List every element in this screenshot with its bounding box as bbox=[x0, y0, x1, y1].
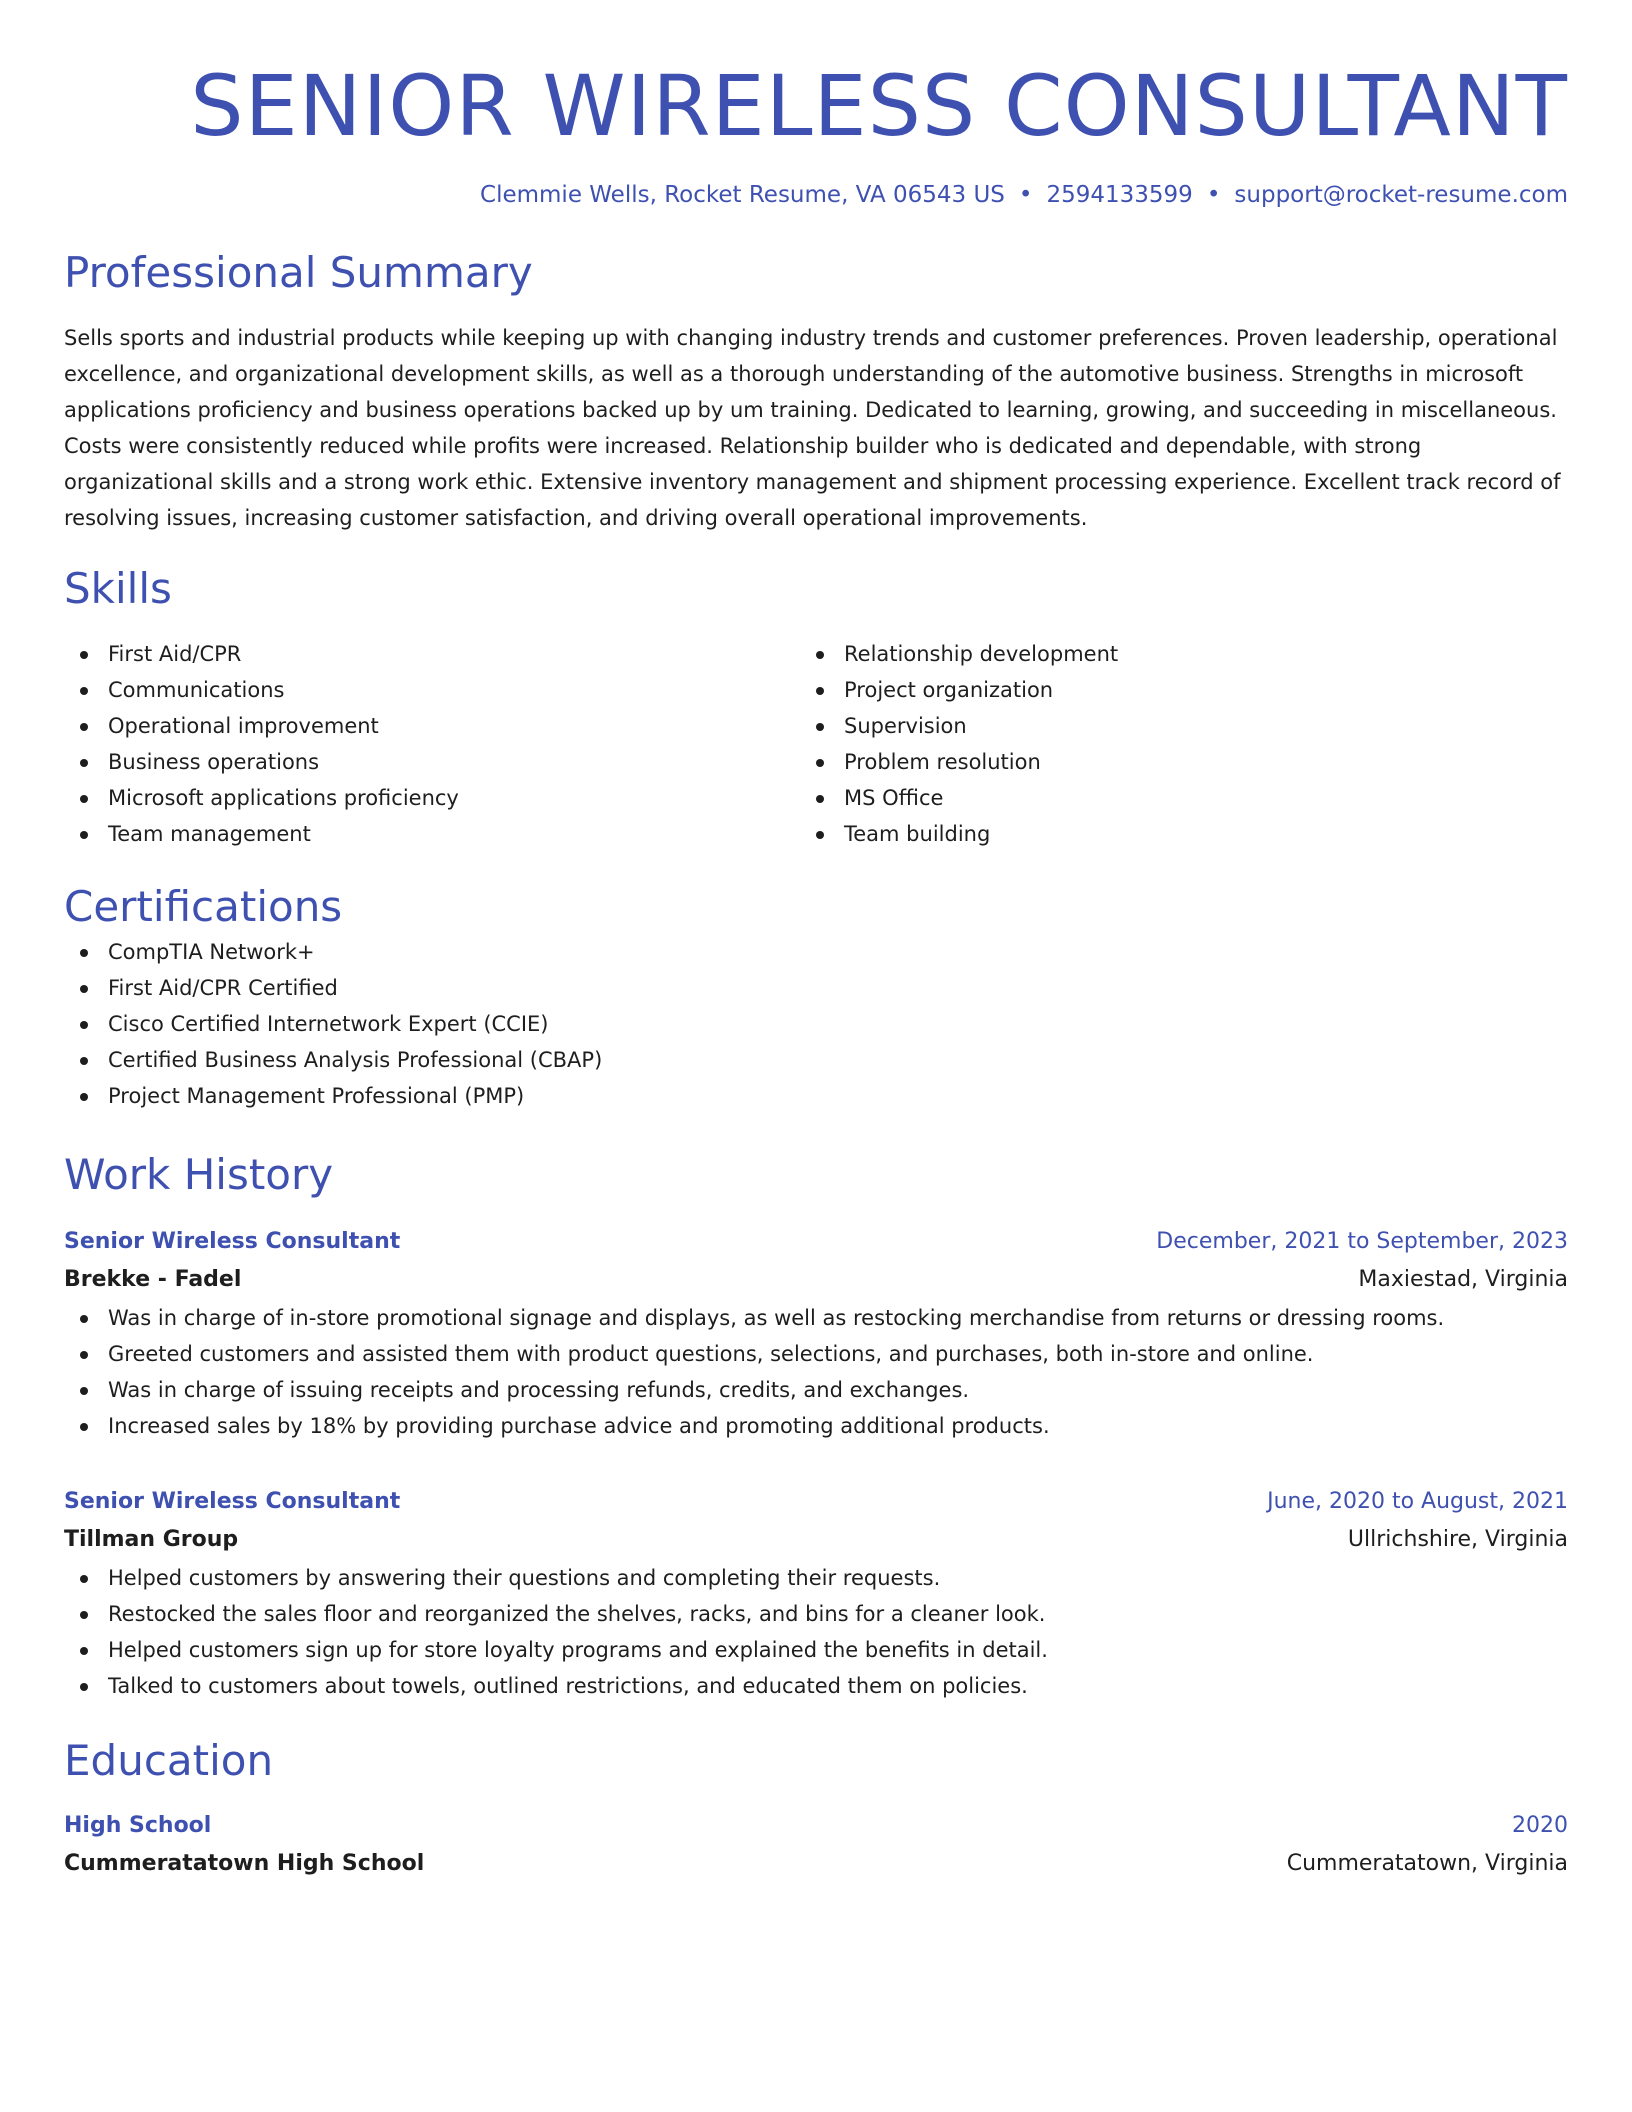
job-role: Senior Wireless Consultant bbox=[64, 1229, 401, 1254]
education-header-row bbox=[64, 1808, 1568, 1844]
job-duty: Talked to customers about towels, outlined restrictions, and educated them on policies. bbox=[64, 1668, 1568, 1704]
skill-item: Supervision bbox=[800, 708, 1536, 744]
skills-column-right bbox=[800, 636, 1536, 852]
resume-title: SENIOR WIRELESS CONSULTANT bbox=[190, 57, 1568, 155]
education-entry bbox=[64, 1808, 1568, 1884]
job-location: Ullrichshire, Virginia bbox=[1347, 1527, 1568, 1552]
contact-separator: • bbox=[1206, 182, 1221, 208]
summary-section bbox=[64, 246, 1568, 536]
skills-heading: Skills bbox=[64, 564, 172, 613]
job-header-row bbox=[64, 1484, 1568, 1520]
certification-item: Project Management Professional (PMP) bbox=[64, 1078, 1568, 1114]
skill-item: Team building bbox=[800, 816, 1536, 852]
certification-item: CompTIA Network+ bbox=[64, 934, 1568, 970]
certifications-heading: Certifications bbox=[64, 882, 343, 931]
job-role: Senior Wireless Consultant bbox=[64, 1489, 401, 1514]
work-history-section bbox=[64, 1148, 1568, 1704]
certification-item: Certified Business Analysis Professional (CBAP) bbox=[64, 1042, 1568, 1078]
job-duty: Was in charge of in-store promotional signage and displays, as well as restocking merchandise from returns or dressing rooms. bbox=[64, 1300, 1568, 1336]
contact-address: Clemmie Wells, Rocket Resume, VA 06543 US bbox=[480, 182, 1005, 208]
job-entry bbox=[64, 1224, 1568, 1444]
skill-item: Relationship development bbox=[800, 636, 1536, 672]
job-entry bbox=[64, 1484, 1568, 1704]
skill-item: Problem resolution bbox=[800, 744, 1536, 780]
job-duty: Increased sales by 18% by providing purchase advice and promoting additional products. bbox=[64, 1408, 1568, 1444]
certifications-section bbox=[64, 880, 1568, 1114]
job-duty: Helped customers sign up for store loyalty programs and explained the benefits in detail. bbox=[64, 1632, 1568, 1668]
job-duty: Restocked the sales floor and reorganized the shelves, racks, and bins for a cleaner look. bbox=[64, 1596, 1568, 1632]
education-location: Cummeratatown, Virginia bbox=[1286, 1851, 1568, 1876]
certification-item: Cisco Certified Internetwork Expert (CCIE) bbox=[64, 1006, 1568, 1042]
skill-item: Team management bbox=[64, 816, 800, 852]
education-degree: High School bbox=[64, 1813, 212, 1838]
job-location: Maxiestad, Virginia bbox=[1358, 1267, 1568, 1292]
education-section bbox=[64, 1734, 1568, 1884]
job-duties-list bbox=[64, 1560, 1568, 1704]
summary-heading: Professional Summary bbox=[64, 248, 533, 297]
contact-email: support@rocket-resume.com bbox=[1234, 182, 1568, 208]
education-year: 2020 bbox=[1512, 1813, 1568, 1838]
job-company-row bbox=[64, 1260, 1568, 1300]
job-company: Tillman Group bbox=[64, 1527, 239, 1552]
job-company: Brekke - Fadel bbox=[64, 1267, 242, 1292]
skill-item: MS Office bbox=[800, 780, 1536, 816]
education-school-row bbox=[64, 1844, 1568, 1884]
work-history-heading: Work History bbox=[64, 1150, 334, 1199]
contact-line bbox=[64, 178, 1568, 212]
job-duty: Greeted customers and assisted them with product questions, selections, and purchases, both in-store and online. bbox=[64, 1336, 1568, 1372]
certification-item: First Aid/CPR Certified bbox=[64, 970, 1568, 1006]
job-company-row bbox=[64, 1520, 1568, 1560]
skill-item: Communications bbox=[64, 672, 800, 708]
job-duty: Was in charge of issuing receipts and processing refunds, credits, and exchanges. bbox=[64, 1372, 1568, 1408]
certifications-list bbox=[64, 934, 1568, 1114]
job-dates: December, 2021 to September, 2023 bbox=[1156, 1229, 1568, 1254]
summary-text: Sells sports and industrial products while keeping up with changing industry trends and customer preferences. Proven leadership, operational excellence, and organizational development skills, as well as a thorough understanding of the automotive business. Strengths in microsoft applications proficiency and business operations backed up by um training. Dedicated to learning, growing, and succeeding in miscellaneous. Costs were consistently reduced while profits were increased. Relationship builder who is dedicated and dependable, with strong organizational skills and a strong work ethic. Extensive inventory management and shipment processing experience. Excellent track record of resolving issues, increasing customer satisfaction, and driving overall operational improvements. bbox=[64, 326, 1561, 530]
skills-section bbox=[64, 562, 1568, 852]
skills-grid bbox=[64, 636, 1568, 852]
contact-separator: • bbox=[1018, 182, 1033, 208]
skill-item: Microsoft applications proficiency bbox=[64, 780, 800, 816]
skill-item: Operational improvement bbox=[64, 708, 800, 744]
skill-item: Project organization bbox=[800, 672, 1536, 708]
education-school: Cummeratatown High School bbox=[64, 1851, 425, 1876]
job-header-row bbox=[64, 1224, 1568, 1260]
job-duty: Helped customers by answering their questions and completing their requests. bbox=[64, 1560, 1568, 1596]
education-heading: Education bbox=[64, 1736, 274, 1785]
skill-item: Business operations bbox=[64, 744, 800, 780]
skills-list-left bbox=[64, 636, 800, 852]
job-duties-list bbox=[64, 1300, 1568, 1444]
skills-column-left bbox=[64, 636, 800, 852]
job-dates: June, 2020 to August, 2021 bbox=[1267, 1489, 1568, 1514]
skill-item: First Aid/CPR bbox=[64, 636, 800, 672]
contact-phone: 2594133599 bbox=[1046, 182, 1193, 208]
skills-list-right bbox=[800, 636, 1536, 852]
